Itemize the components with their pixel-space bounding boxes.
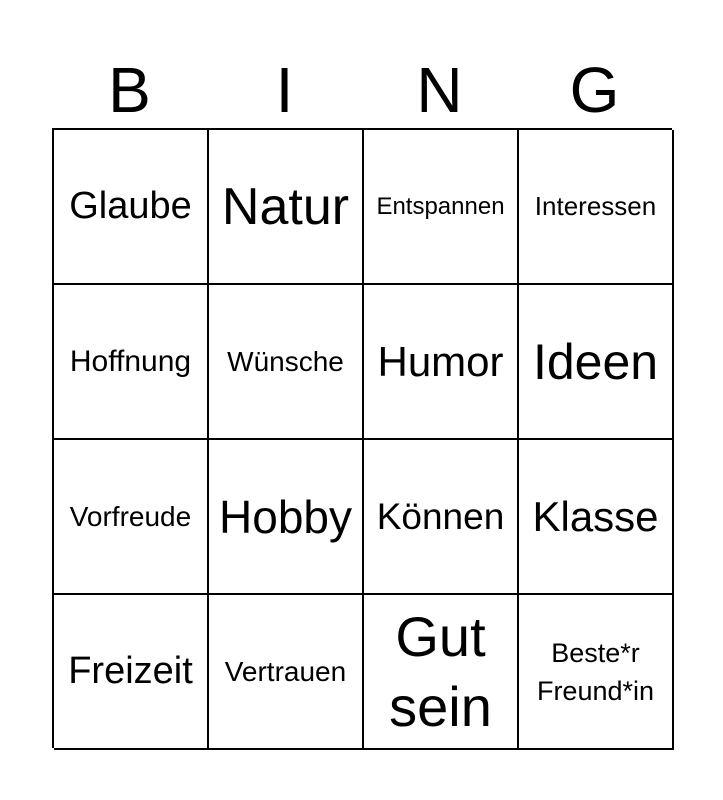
bingo-header <box>52 52 672 128</box>
bingo-cell: Wünsche <box>209 285 364 440</box>
bingo-cell: Entspannen <box>364 130 519 285</box>
bingo-cell: Vorfreude <box>54 440 209 595</box>
header-letter-b: B <box>108 54 151 126</box>
bingo-cell: Beste*r Freund*in <box>519 595 674 750</box>
header-letter-i: I <box>275 54 294 126</box>
bingo-cell: Natur <box>209 130 364 285</box>
bingo-cell: Glaube <box>54 130 209 285</box>
bingo-cell: Können <box>364 440 519 595</box>
header-letter-g: G <box>569 54 620 126</box>
bingo-cell: Freizeit <box>54 595 209 750</box>
bingo-cell: Hobby <box>209 440 364 595</box>
header-letter-n: N <box>416 54 463 126</box>
bingo-cell: Klasse <box>519 440 674 595</box>
bingo-cell: Interessen <box>519 130 674 285</box>
bingo-cell: Ideen <box>519 285 674 440</box>
bingo-grid <box>52 128 672 748</box>
bingo-cell: Gut sein <box>364 595 519 750</box>
bingo-cell: Humor <box>364 285 519 440</box>
bingo-cell: Vertrauen <box>209 595 364 750</box>
bingo-cell: Hoffnung <box>54 285 209 440</box>
